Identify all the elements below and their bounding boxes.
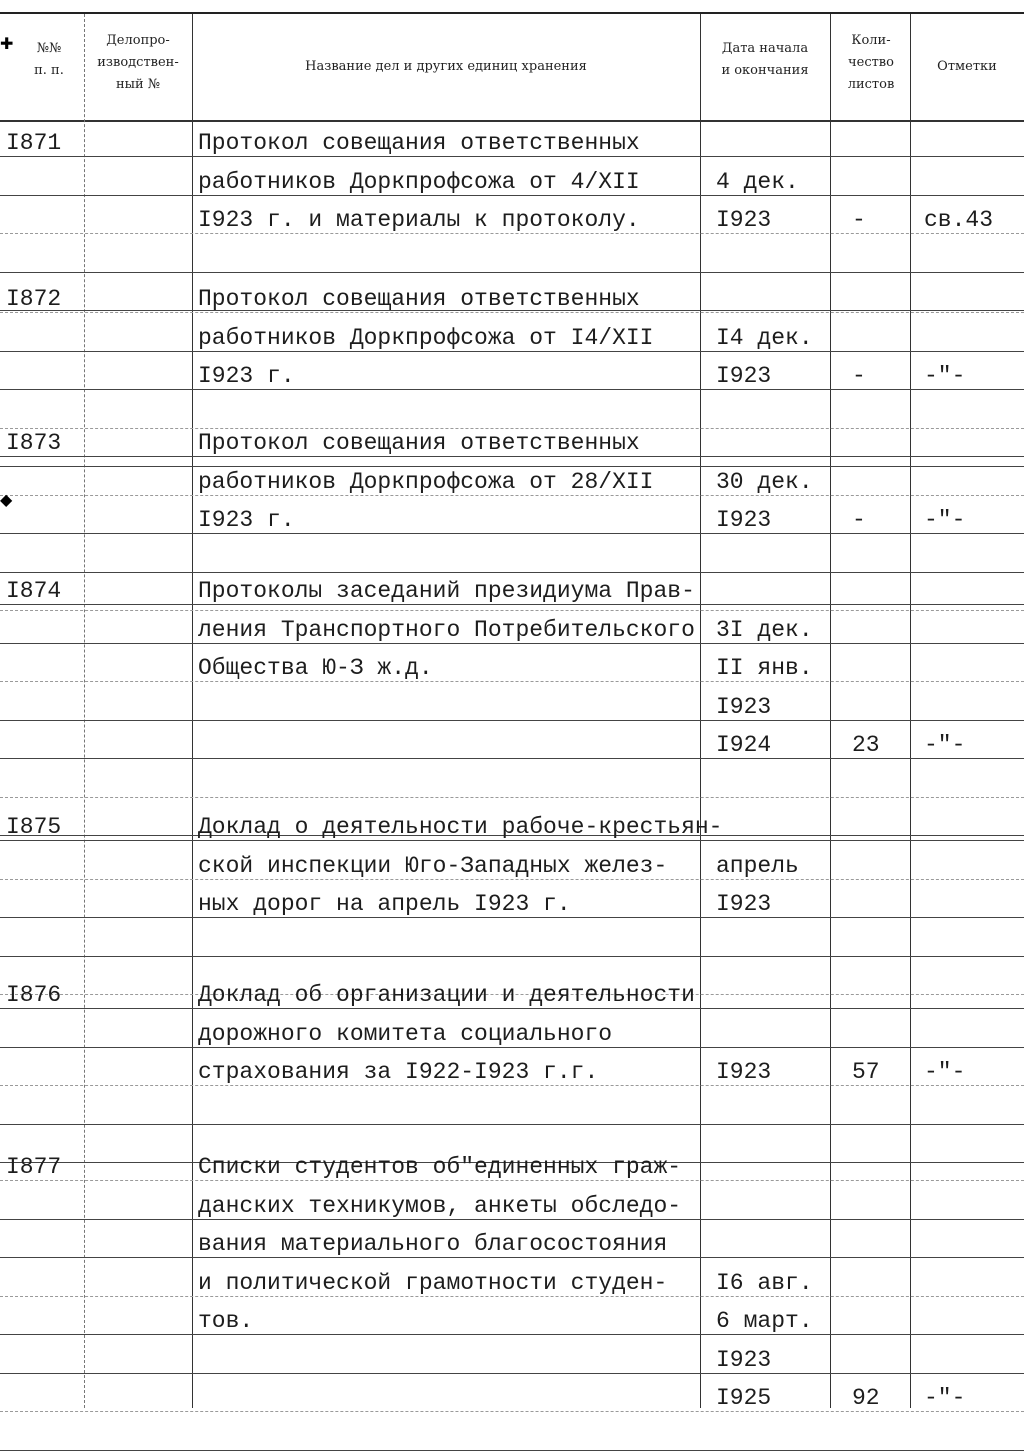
- record-title-line: Протокол совещания ответственных: [198, 286, 640, 312]
- ruled-line: [0, 272, 1024, 273]
- record-title-line: I923 г.: [198, 507, 295, 533]
- record-date-line: 6 март.: [716, 1308, 813, 1334]
- record-date-line: I923: [716, 207, 772, 233]
- record-number: I876: [6, 982, 62, 1008]
- record-number: I871: [6, 130, 62, 156]
- record-date-line: 30 дек.: [716, 469, 813, 495]
- record-title-line: вания материального благосостояния: [198, 1231, 668, 1257]
- column-separator: [910, 14, 911, 1408]
- record-title-line: тов.: [198, 1308, 254, 1334]
- record-title-line: Доклад об организации и деятельности: [198, 982, 695, 1008]
- record-number: I875: [6, 814, 62, 840]
- ruled-line: [0, 572, 1024, 573]
- header-bottom-border: [0, 120, 1024, 122]
- record-notes: -"-: [924, 507, 966, 533]
- record-date-line: I923: [716, 694, 772, 720]
- margin-arrow-icon: ◆: [0, 490, 13, 509]
- record-notes: -"-: [924, 363, 966, 389]
- column-separator: [84, 14, 85, 1408]
- record-number: I872: [6, 286, 62, 312]
- header-office-num: Делопро- изводствен- ный №: [97, 33, 179, 92]
- column-separator: [830, 14, 831, 1408]
- record-date-line: I923: [716, 1059, 772, 1085]
- record-title-line: страхования за I922-I923 г.г.: [198, 1059, 599, 1085]
- table-top-border: [0, 12, 1024, 14]
- record-notes: -"-: [924, 732, 966, 758]
- record-date-line: апрель: [716, 853, 799, 879]
- record-title-line: I923 г. и материалы к протоколу.: [198, 207, 640, 233]
- record-notes: -"-: [924, 1385, 966, 1411]
- record-title-line: и политической грамотности студен-: [198, 1270, 668, 1296]
- record-date-line: I923: [716, 1347, 772, 1373]
- record-title-line: Протокол совещания ответственных: [198, 430, 640, 456]
- ruled-line: [0, 389, 1024, 390]
- record-title-line: Списки студентов об"единенных граж-: [198, 1154, 682, 1180]
- record-date-line: I924: [716, 732, 772, 758]
- record-title-line: Общества Ю-З ж.д.: [198, 655, 433, 681]
- record-title-line: Доклад о деятельности рабоче-крестьян-: [198, 814, 723, 840]
- record-date-line: I923: [716, 507, 772, 533]
- record-date-line: I923: [716, 363, 772, 389]
- ruled-line: [0, 1334, 1024, 1335]
- record-title-line: Протокол совещания ответственных: [198, 130, 640, 156]
- record-number: I874: [6, 578, 62, 604]
- record-date-line: 4 дек.: [716, 169, 799, 195]
- ruled-line: [0, 720, 1024, 721]
- record-title-line: ных дорог на апрель I923 г.: [198, 891, 571, 917]
- record-title-line: ления Транспортного Потребительского: [198, 617, 695, 643]
- record-date-line: I923: [716, 891, 772, 917]
- record-date-line: II янв.: [716, 655, 813, 681]
- record-title-line: ской инспекции Юго-Западных желез-: [198, 853, 668, 879]
- ruled-line: [0, 797, 1024, 798]
- ruled-line: [0, 533, 1024, 534]
- record-number: I873: [6, 430, 62, 456]
- record-title-line: работников Доркпрофсожа от I4/XII: [198, 325, 654, 351]
- record-notes: св.43: [924, 207, 994, 233]
- record-number: I877: [6, 1154, 62, 1180]
- ruled-line: [0, 1124, 1024, 1125]
- record-sheet-count: 92: [852, 1385, 880, 1411]
- record-sheet-count: 23: [852, 732, 880, 758]
- record-title-line: работников Доркпрофсожа от 4/XII: [198, 169, 640, 195]
- column-separator: [700, 14, 701, 1408]
- record-sheet-count: -: [852, 363, 866, 389]
- record-sheet-count: -: [852, 207, 866, 233]
- record-date-line: I6 авг.: [716, 1270, 813, 1296]
- column-separator: [192, 14, 193, 1408]
- header-num: №№ п. п.: [34, 41, 64, 78]
- header-dates: Дата начала и окончания: [721, 41, 809, 78]
- record-title-line: дорожного комитета социального: [198, 1021, 613, 1047]
- record-title-line: Протоколы заседаний президиума Прав-: [198, 578, 695, 604]
- record-notes: -"-: [924, 1059, 966, 1085]
- ruled-line: [0, 681, 1024, 682]
- record-sheet-count: -: [852, 507, 866, 533]
- record-title-line: I923 г.: [198, 363, 295, 389]
- ruled-line: [0, 610, 1024, 611]
- record-title-line: работников Доркпрофсожа от 28/XII: [198, 469, 654, 495]
- header-notes: Отметки: [937, 59, 997, 74]
- ruled-line: [0, 1373, 1024, 1374]
- header-sheets: Коли- чество листов: [847, 33, 895, 92]
- header-title: Название дел и других единиц хранения: [305, 59, 587, 74]
- record-sheet-count: 57: [852, 1059, 880, 1085]
- ruled-line: [0, 956, 1024, 957]
- record-date-line: 3I дек.: [716, 617, 813, 643]
- record-date-line: I925: [716, 1385, 772, 1411]
- record-date-line: I4 дек.: [716, 325, 813, 351]
- record-title-line: данских техникумов, анкеты обследо-: [198, 1193, 682, 1219]
- margin-mark-icon: ✚: [0, 34, 14, 53]
